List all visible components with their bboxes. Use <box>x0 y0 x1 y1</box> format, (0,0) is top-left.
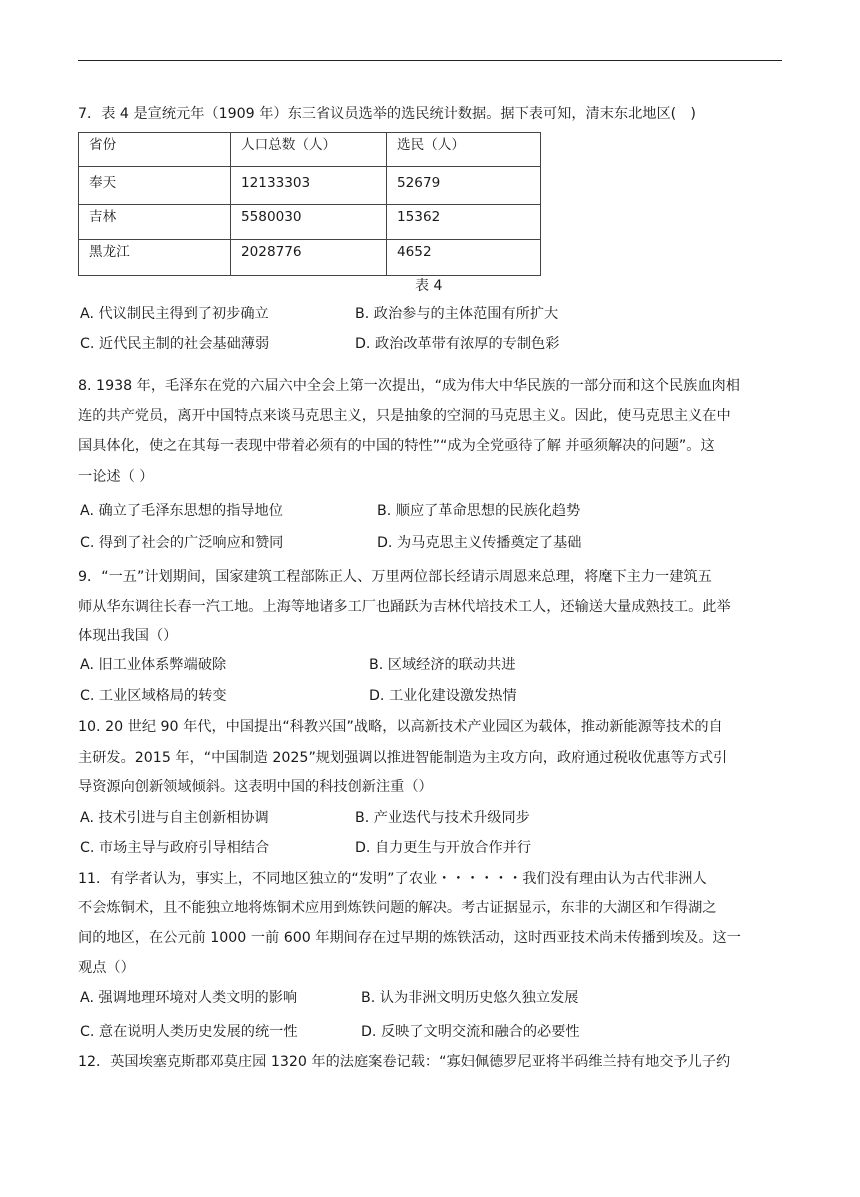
q8-option-a: A. 确立了毛泽东思想的指导地位 <box>80 503 283 519</box>
q11-line: 不会炼铜术，且不能独立地将炼铜术应用到炼铁问题的解决。考古证据显示，东非的大湖区和乍得湖之 <box>78 900 717 916</box>
q12-line: 12．英国埃塞克斯郡邓莫庄园 1320 年的法庭案卷记载：“寡妇佩德罗尼亚将半码维兰持有地交予儿子约 <box>78 1054 731 1070</box>
table-row <box>79 167 541 205</box>
q8-option-c: C. 得到了社会的广泛响应和赞同 <box>80 535 284 551</box>
q7-stem: 7．表 4 是宣统元年（1909 年）东三省议员选举的选民统计数据。据下表可知，清末东北地区( ) <box>78 106 696 122</box>
table-cell: 12133303 <box>231 167 387 205</box>
table-cell: 4652 <box>387 240 541 276</box>
header-rule <box>78 60 782 61</box>
q11-option-c: C. 意在说明人类历史发展的统一性 <box>80 1024 298 1040</box>
table-cell: 15362 <box>387 205 541 240</box>
q9-option-c: C. 工业区域格局的转变 <box>80 688 227 704</box>
q8-line: 国具体化，使之在其每一表现中带着必须有的中国的特性”“成为全党亟待了解 并亟须解决的问题”。这 <box>78 438 715 454</box>
q10-line: 10. 20 世纪 90 年代，中国提出“科教兴国”战略，以高新技术产业园区为载体，推动新能源等技术的自 <box>78 719 723 735</box>
q10-option-a: A. 技术引进与自主创新相协调 <box>80 810 269 826</box>
q11-line: 间的地区，在公元前 1000 一前 600 年期间存在过早期的炼铁活动，这时西亚技术尚未传播到埃及。这一 <box>78 930 741 946</box>
q10-line: 主研发。2015 年，“中国制造 2025”规划强调以推进智能制造为主攻方向，政府通过税收优惠等方式引 <box>78 750 728 766</box>
q9-line: 师从华东调往长春一汽工地。上海等地诸多工厂也踊跃为吉林代培技术工人，还输送大量成熟技工。此举 <box>78 599 731 615</box>
table-cell: 黑龙江 <box>79 240 231 276</box>
table-header-row <box>79 133 541 167</box>
table-header-cell: 省份 <box>79 133 231 167</box>
q8-option-b: B. 顺应了革命思想的民族化趋势 <box>377 503 581 519</box>
q9-option-d: D. 工业化建设激发热情 <box>369 688 517 704</box>
q11-option-a: A. 强调地理环境对人类文明的影响 <box>80 990 298 1006</box>
q10-option-b: B. 产业迭代与技术升级同步 <box>355 810 530 826</box>
table-row <box>79 240 541 276</box>
table-caption: 表 4 <box>415 278 443 294</box>
q7-option-d: D. 政治改革带有浓厚的专制色彩 <box>355 336 560 352</box>
table-header-cell: 人口总数（人） <box>231 133 387 167</box>
q8-line: 连的共产党员，离开中国特点来谈马克思主义，只是抽象的空洞的马克思主义。因此，使马克思主义在中 <box>78 408 731 424</box>
q10-option-d: D. 自力更生与开放合作并行 <box>355 840 532 856</box>
q7-option-c: C. 近代民主制的社会基础薄弱 <box>80 336 270 352</box>
table-cell: 52679 <box>387 167 541 205</box>
table-header-cell: 选民（人） <box>387 133 541 167</box>
q9-option-b: B. 区域经济的联动共进 <box>369 657 516 673</box>
q9-option-a: A. 旧工业体系弊端破除 <box>80 657 227 673</box>
q11-option-d: D. 反映了文明交流和融合的必要性 <box>361 1024 580 1040</box>
table-cell: 奉天 <box>79 167 231 205</box>
q11-option-b: B. 认为非洲文明历史悠久独立发展 <box>361 990 579 1006</box>
q8-option-d: D. 为马克思主义传播奠定了基础 <box>377 535 582 551</box>
table-cell: 2028776 <box>231 240 387 276</box>
q8-line: 8. 1938 年，毛泽东在党的六届六中全会上第一次提出，“成为伟大中华民族的一部分而和这个民族血肉相 <box>78 378 740 394</box>
q11-line: 观点（） <box>78 960 135 976</box>
q9-line: 体现出我国（） <box>78 628 178 644</box>
table-cell: 5580030 <box>231 205 387 240</box>
q7-option-a: A. 代议制民主得到了初步确立 <box>80 306 269 322</box>
table-cell: 吉林 <box>79 205 231 240</box>
q8-line: 一论述（ ） <box>78 469 154 485</box>
q7-option-b: B. 政治参与的主体范围有所扩大 <box>355 306 559 322</box>
q11-line: 11．有学者认为，事实上，不同地区独立的“发明”了农业・・・・・・我们没有理由认为古代非洲人 <box>78 871 707 887</box>
voter-statistics-table <box>78 132 541 276</box>
q9-line: 9．“一五”计划期间，国家建筑工程部陈正人、万里两位部长经请示周恩来总理，将麾下主力一建筑五 <box>78 569 712 585</box>
q10-line: 导资源向创新领域倾斜。这表明中国的科技创新注重（） <box>78 779 433 795</box>
q10-option-c: C. 市场主导与政府引导相结合 <box>80 840 270 856</box>
table-row <box>79 205 541 240</box>
